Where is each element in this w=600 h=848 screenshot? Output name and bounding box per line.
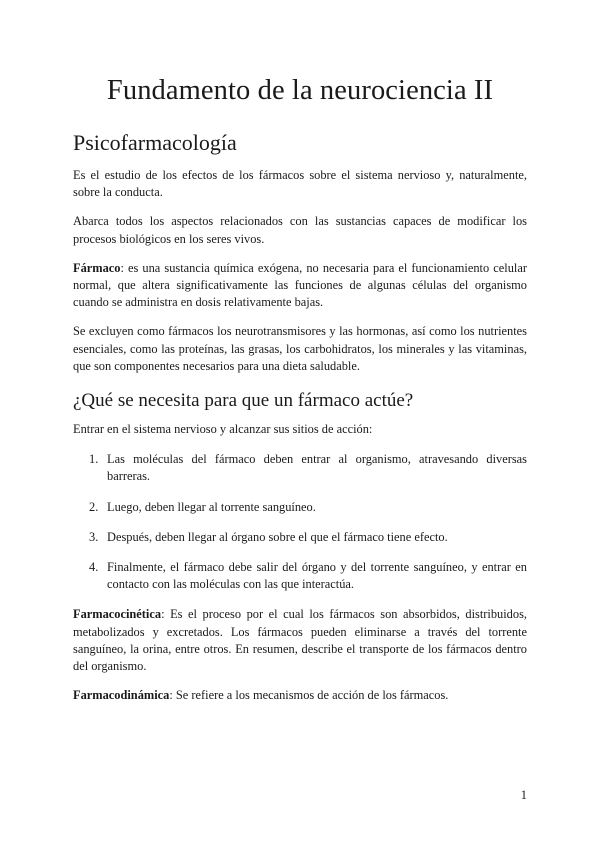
section-heading: Psicofarmacología [73, 130, 237, 155]
term-farmacocinetica: Farmacocinética [73, 607, 162, 622]
farmacocinetica-definition: : Es el proceso por el cual los fármacos son absorbidos, distribuidos, metabolizados y excretados. Los fármacos pueden eliminarse a través del torrente sanguíneo, la orina, entre otros. En resumen, describe el transporte de los fármacos dentro del organismo. [73, 607, 527, 674]
paragraph-intro: Entrar en el sistema nervioso y alcanzar sus sitios de acción: [73, 422, 373, 437]
list-item [73, 499, 527, 516]
document-title: Fundamento de la neurociencia II [106, 75, 494, 106]
paragraph-farmaco [73, 260, 527, 312]
paragraph-farmacocinetica [73, 606, 527, 675]
list-text: Finalmente, el fármaco debe salir del órgano y del torrente sanguíneo, y entrar en contacto con las moléculas con las que interactúa. [107, 560, 527, 592]
steps-list [73, 451, 527, 593]
list-item [73, 529, 527, 546]
term-farmaco: Fármaco [73, 260, 121, 275]
list-text: Después, deben llegar al órgano sobre el que el fármaco tiene efecto. [107, 529, 448, 544]
page-number: 1 [520, 788, 527, 802]
subsection-heading: ¿Qué se necesita para que un fármaco actúe? [73, 390, 414, 412]
list-number: 2. [89, 499, 99, 514]
paragraph-definition: Es el estudio de los efectos de los fármacos sobre el sistema nervioso y, naturalmente, sobre la conducta. [73, 168, 527, 200]
list-number: 4. [89, 560, 99, 575]
list-item [73, 559, 527, 593]
term-farmacodinamica: Farmacodinámica [73, 688, 170, 703]
page-content [73, 130, 527, 704]
list-text: Luego, deben llegar al torrente sanguíneo. [107, 499, 316, 514]
paragraph-farmacodinamica [73, 687, 527, 704]
paragraph-exclusion: Se excluyen como fármacos los neurotransmisores y las hormonas, así como los nutrientes esenciales, como las proteínas, las grasas, los carbohidratos, los minerales y las vitaminas, que son componentes necesarios para una dieta saludable. [73, 324, 527, 373]
farmacodinamica-definition: : Se refiere a los mecanismos de acción de los fármacos. [169, 688, 449, 703]
list-number: 1. [89, 452, 99, 467]
paragraph-scope: Abarca todos los aspectos relacionados con las sustancias capaces de modificar los procesos biológicos en los seres vivos. [73, 214, 527, 246]
list-item [73, 451, 527, 485]
farmaco-definition: : es una sustancia química exógena, no necesaria para el funcionamiento celular normal, que altera significativamente las funciones de algunas células del organismo cuando se administra en dosis relativamente bajas. [73, 260, 527, 310]
list-text: Las moléculas del fármaco deben entrar al organismo, atravesando diversas barreras. [107, 452, 527, 484]
list-number: 3. [89, 529, 99, 544]
